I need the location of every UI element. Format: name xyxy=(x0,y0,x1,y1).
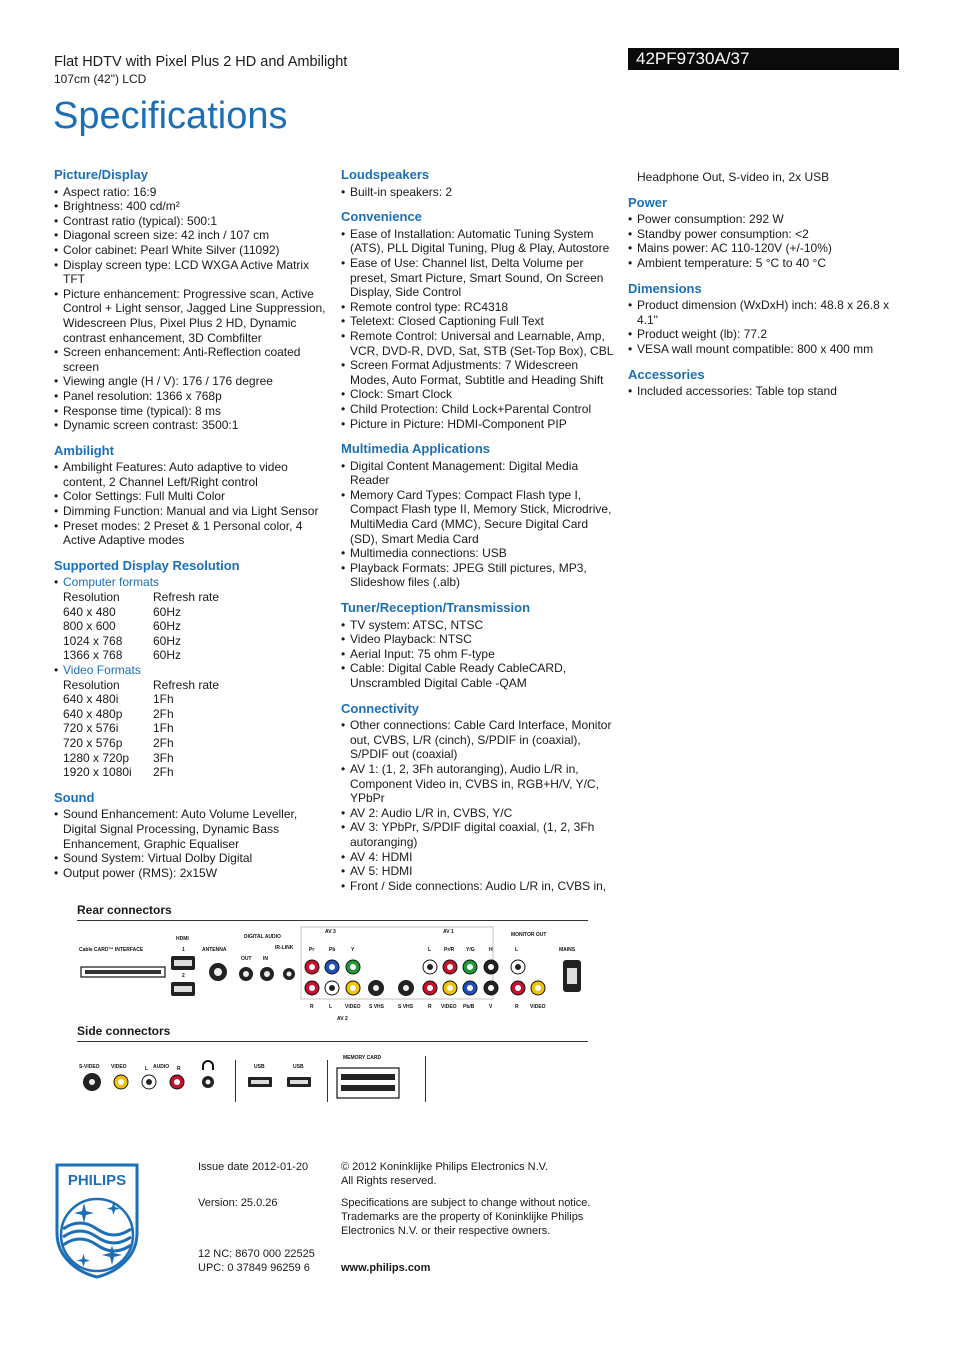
table-cell: 2Fh xyxy=(153,735,174,750)
list-item: • Preset modes: 2 Preset & 1 Personal color, 4 Active Adaptive modes xyxy=(54,519,329,548)
table-cell: Refresh rate xyxy=(153,677,220,692)
rear-divider xyxy=(77,920,588,921)
list-item: • Sound System: Virtual Dolby Digital xyxy=(54,851,329,866)
table-cell: 60Hz xyxy=(153,633,182,648)
table-cell: 1Fh xyxy=(153,721,174,736)
list-item: • Other connections: Cable Card Interface, Monitor out, CVBS, L/R (cinch), S/PDIF in (coaxial), S/PDIF out (coaxial) xyxy=(341,718,616,762)
table-cell: 720 x 576i xyxy=(63,721,119,736)
list-multimedia xyxy=(341,459,616,590)
product-subtitle: 107cm (42") LCD xyxy=(54,72,147,86)
side-usb-1-label: USB xyxy=(254,1064,265,1070)
av1-prr-label: Pr/R xyxy=(444,947,455,953)
table-row xyxy=(63,707,219,722)
table-row xyxy=(63,678,219,693)
table-row xyxy=(63,736,219,751)
list-item: • Remote Control: Universal and Learnable, Amp, VCR, DVD-R, DVD, Sat, STB (Set-Top Box), CBL xyxy=(341,329,616,358)
rear-connectors-diagram xyxy=(77,924,588,1024)
table-cell: 2Fh xyxy=(153,765,174,780)
table-row xyxy=(63,605,219,620)
list-item xyxy=(54,575,329,590)
hdmi-2-label: 2 xyxy=(182,973,185,979)
table-cell: Resolution xyxy=(63,590,120,605)
table-cell: 640 x 480p xyxy=(63,706,123,721)
av3-y-label: Y xyxy=(351,947,355,953)
table-row xyxy=(63,765,219,780)
list-item: • AV 1: (1, 2, 3Fh autoranging), Audio L/R in, Component Video in, CVBS in, RGB+H/V, Y/C, YPbPr xyxy=(341,762,616,806)
table-cell: 2Fh xyxy=(153,706,174,721)
av3-pr-label: Pr xyxy=(309,947,315,953)
list-item: • Brightness: 400 cd/m² xyxy=(54,199,329,214)
antenna-label: ANTENNA xyxy=(202,947,227,953)
ir-link-label: IR-LINK xyxy=(275,945,294,951)
version: Version: 25.0.26 xyxy=(198,1197,278,1209)
memory-card-label: MEMORY CARD xyxy=(343,1055,382,1061)
list-loudspeakers xyxy=(341,185,616,200)
side-divider xyxy=(77,1041,588,1042)
table-cell: 60Hz xyxy=(153,619,182,634)
issue-date: Issue date 2012-01-20 xyxy=(198,1161,309,1173)
side-connectors-diagram xyxy=(77,1050,437,1105)
av1-label: AV 1 xyxy=(443,929,454,935)
list-item: • AV 5: HDMI xyxy=(341,864,616,879)
list-item: • Mains power: AC 110-120V (+/-10%) xyxy=(628,241,903,256)
list-sound xyxy=(54,807,329,880)
list-item: • Screen Format Adjustments: 7 Widescreen Modes, Auto Format, Subtitle and Heading Shift xyxy=(341,358,616,387)
list-ambilight xyxy=(54,460,329,548)
list-item: • Aerial Input: 75 ohm F-type xyxy=(341,647,616,662)
digital-out-label: OUT xyxy=(241,956,252,962)
av2-svhs-label: S VHS xyxy=(369,1004,385,1010)
list-item: • Child Protection: Child Lock+Parental Control xyxy=(341,402,616,417)
av1-yg-label: Y/G xyxy=(466,947,475,953)
table-row xyxy=(63,590,219,605)
side-connectors-label: Side connectors xyxy=(77,1024,171,1038)
copyright: © 2012 Koninklijke Philips Electronics N.V. xyxy=(341,1161,549,1173)
side-usb-2-label: USB xyxy=(293,1064,304,1070)
notice: Specifications are subject to change without notice. Trademarks are the property of Koninklijke Philips Electronics N.V. or their respective owners. xyxy=(341,1197,591,1238)
list-item: • Output power (RMS): 2x15W xyxy=(54,866,329,881)
list-item: • Ease of Installation: Automatic Tuning System (ATS), PLL Digital Tuning, Plug & Play, Autostore xyxy=(341,227,616,256)
list-item: • Contrast ratio (typical): 500:1 xyxy=(54,214,329,229)
list-item: • Picture in Picture: HDMI-Component PIP xyxy=(341,417,616,432)
list-item: • Teletext: Closed Captioning Full Text xyxy=(341,314,616,329)
spec-column-1 xyxy=(54,168,329,880)
av1-h-label: H xyxy=(489,947,493,953)
table-cell: 1366 x 768 xyxy=(63,648,123,663)
nc-code: 12 NC: 8670 000 22525 xyxy=(198,1248,315,1260)
section-heading-loudspeakers: Loudspeakers xyxy=(341,167,430,182)
section-heading-resolution: Supported Display Resolution xyxy=(54,557,240,573)
list-item: • Ease of Use: Channel list, Delta Volume per preset, Smart Picture, Smart Sound, On Screen Display, Side Control xyxy=(341,256,616,300)
av2-l-label: L xyxy=(329,1004,333,1010)
side-svideo-label: S-VIDEO xyxy=(79,1064,100,1070)
table-row xyxy=(63,619,219,634)
section-heading-ambilight: Ambilight xyxy=(54,442,114,458)
list-item: • Diagonal screen size: 42 inch / 107 cm xyxy=(54,228,329,243)
philips-wordmark: PHILIPS xyxy=(67,1172,127,1189)
monitor-out-label: MONITOR OUT xyxy=(511,932,547,938)
list-item: • Product weight (lb): 77.2 xyxy=(628,327,903,342)
rear-connectors-label: Rear connectors xyxy=(77,903,172,917)
list-item xyxy=(54,663,329,678)
table-row xyxy=(63,634,219,649)
monitor-video-label: VIDEO xyxy=(530,1004,546,1010)
list-convenience xyxy=(341,227,616,431)
table-cell: 1Fh xyxy=(153,692,174,707)
page-title: Specifications xyxy=(53,95,288,137)
video-formats-table xyxy=(63,678,219,780)
list-item: • Product dimension (WxDxH) inch: 48.8 x 26.8 x 4.1" xyxy=(628,298,903,327)
website-link[interactable]: www.philips.com xyxy=(341,1262,431,1274)
list-item: • Ambient temperature: 5 °C to 40 °C xyxy=(628,256,903,271)
av3-label: AV 3 xyxy=(325,929,336,935)
section-heading-sound: Sound xyxy=(54,789,95,805)
list-dimensions xyxy=(628,298,903,356)
list-item: • Screen enhancement: Anti-Reflection coated screen xyxy=(54,345,329,374)
av1-r-label: R xyxy=(428,1004,432,1010)
computer-formats-label: Computer formats xyxy=(63,575,160,590)
side-l-label: L xyxy=(145,1066,149,1072)
mains-label: MAINS xyxy=(559,947,576,953)
table-cell: Resolution xyxy=(63,677,120,692)
av1-pbb-label: Pb/B xyxy=(463,1004,475,1010)
av2-video-label: VIDEO xyxy=(345,1004,361,1010)
section-heading-power: Power xyxy=(628,194,668,210)
table-cell: 640 x 480 xyxy=(63,604,116,619)
list-item: • Clock: Smart Clock xyxy=(341,387,616,402)
table-cell: 1280 x 720p xyxy=(63,750,130,765)
av2-label: AV 2 xyxy=(337,1016,348,1022)
philips-shield-logo xyxy=(54,1163,140,1279)
av1-l-label: L xyxy=(428,947,432,953)
list-item: • Cable: Digital Cable Ready CableCARD, Unscrambled Digital Cable -QAM xyxy=(341,661,616,690)
av1-v-label: V xyxy=(489,1004,493,1010)
list-item: • AV 2: Audio L/R in, CVBS, Y/C xyxy=(341,806,616,821)
section-heading-connectivity: Connectivity xyxy=(341,700,420,716)
list-item: • Dynamic screen contrast: 3500:1 xyxy=(54,418,329,433)
av1-video-label: VIDEO xyxy=(441,1004,457,1010)
continued-text: Headphone Out, S-video in, 2x USB xyxy=(637,170,830,184)
table-row xyxy=(63,751,219,766)
av1-svhs-label: S VHS xyxy=(398,1004,414,1010)
list-item: • AV 3: YPbPr, S/PDIF digital coaxial, (1, 2, 3Fh autoranging) xyxy=(341,820,616,849)
table-cell: 720 x 576p xyxy=(63,735,123,750)
table-cell: 60Hz xyxy=(153,648,182,663)
list-item: • Remote control type: RC4318 xyxy=(341,300,616,315)
list-item: • Dimming Function: Manual and via Light Sensor xyxy=(54,504,329,519)
list-item: • Display screen type: LCD WXGA Active Matrix TFT xyxy=(54,258,329,287)
list-item: • Standby power consumption: <2 xyxy=(628,227,903,242)
list-item: • Memory Card Types: Compact Flash type I, Compact Flash type II, Memory Stick, Microdrive, MultiMedia Card (MMC), Secure Digital Card (SD), Smart Media Card xyxy=(341,488,616,546)
video-formats-label: Video Formats xyxy=(63,663,141,677)
av2-r-label: R xyxy=(310,1004,314,1010)
list-computer-formats xyxy=(54,575,329,590)
table-row xyxy=(63,721,219,736)
spec-column-2 xyxy=(341,168,616,893)
list-item: • Panel resolution: 1366 x 768p xyxy=(54,389,329,404)
table-cell: 1920 x 1080i xyxy=(63,765,132,780)
model-number-box: 42PF9730A/37 xyxy=(628,48,899,70)
rights: All Rights reserved. xyxy=(341,1175,437,1187)
section-heading-picture: Picture/Display xyxy=(54,167,148,182)
monitor-l-label: L xyxy=(515,947,519,953)
list-item: • Multimedia connections: USB xyxy=(341,546,616,561)
list-item: • Power consumption: 292 W xyxy=(628,212,903,227)
table-cell: 640 x 480i xyxy=(63,692,119,707)
section-heading-multimedia: Multimedia Applications xyxy=(341,441,491,457)
list-item: • Ambilight Features: Auto adaptive to video content, 2 Channel Left/Right control xyxy=(54,460,329,489)
monitor-r-label: R xyxy=(515,1004,519,1010)
table-cell: Refresh rate xyxy=(153,590,220,605)
list-picture xyxy=(54,185,329,433)
list-item: • AV 4: HDMI xyxy=(341,850,616,865)
table-cell: 3Fh xyxy=(153,750,174,765)
table-cell: 60Hz xyxy=(153,604,182,619)
list-item: • Playback Formats: JPEG Still pictures, MP3, Slideshow files (.alb) xyxy=(341,561,616,590)
side-audio-label: AUDIO xyxy=(153,1064,170,1070)
list-item: • Built-in speakers: 2 xyxy=(341,185,616,200)
list-item: • Front / Side connections: Audio L/R in, CVBS in, xyxy=(341,879,616,894)
spec-column-3 xyxy=(628,170,903,399)
list-item: • Digital Content Management: Digital Media Reader xyxy=(341,459,616,488)
digital-audio-label: DIGITAL AUDIO xyxy=(244,934,281,940)
list-item: • Aspect ratio: 16:9 xyxy=(54,185,329,200)
section-heading-convenience: Convenience xyxy=(341,209,422,225)
list-item: • Viewing angle (H / V): 176 / 176 degree xyxy=(54,374,329,389)
list-tuner xyxy=(341,618,616,691)
list-item: • Included accessories: Table top stand xyxy=(628,384,903,399)
table-cell: 1024 x 768 xyxy=(63,633,123,648)
list-item: • Video Playback: NTSC xyxy=(341,632,616,647)
list-item: • Picture enhancement: Progressive scan, Active Control + Light sensor, Jagged Line Suppression, Widescreen Plus, Pixel Plus 2 HD, Dynamic contrast enhancement, 3D Combfilter xyxy=(54,287,329,345)
table-row xyxy=(63,648,219,663)
table-cell: 800 x 600 xyxy=(63,619,116,634)
upc-code: UPC: 0 37849 96259 6 xyxy=(198,1262,310,1274)
list-item: • Response time (typical): 8 ms xyxy=(54,404,329,419)
section-heading-dimensions: Dimensions xyxy=(628,280,702,296)
table-row xyxy=(63,692,219,707)
computer-formats-table xyxy=(63,590,219,663)
list-item: • TV system: ATSC, NTSC xyxy=(341,618,616,633)
list-power xyxy=(628,212,903,270)
headphone-icon xyxy=(202,1060,214,1070)
section-heading-accessories: Accessories xyxy=(628,366,705,382)
list-item: • Color cabinet: Pearl White Silver (11092) xyxy=(54,243,329,258)
side-r-label: R xyxy=(177,1066,181,1072)
digital-in-label: IN xyxy=(263,956,268,962)
list-video-formats xyxy=(54,663,329,678)
list-item: • VESA wall mount compatible: 800 x 400 mm xyxy=(628,342,903,357)
list-item: • Sound Enhancement: Auto Volume Leveller, Digital Signal Processing, Dynamic Bass Enhancement, Graphic Equaliser xyxy=(54,807,329,851)
hdmi-1-label: 1 xyxy=(182,947,185,953)
list-accessories xyxy=(628,384,903,399)
product-title: Flat HDTV with Pixel Plus 2 HD and Ambilight xyxy=(54,54,348,70)
side-video-label: VIDEO xyxy=(111,1064,127,1070)
memory-card-slot-icon xyxy=(337,1068,399,1098)
section-heading-tuner: Tuner/Reception/Transmission xyxy=(341,600,531,616)
cable-card-label: Cable CARD™ INTERFACE xyxy=(79,947,144,953)
hdmi-label: HDMI xyxy=(176,936,189,942)
list-connectivity xyxy=(341,718,616,893)
list-item: • Color Settings: Full Multi Color xyxy=(54,489,329,504)
av3-pb-label: Pb xyxy=(329,947,336,953)
